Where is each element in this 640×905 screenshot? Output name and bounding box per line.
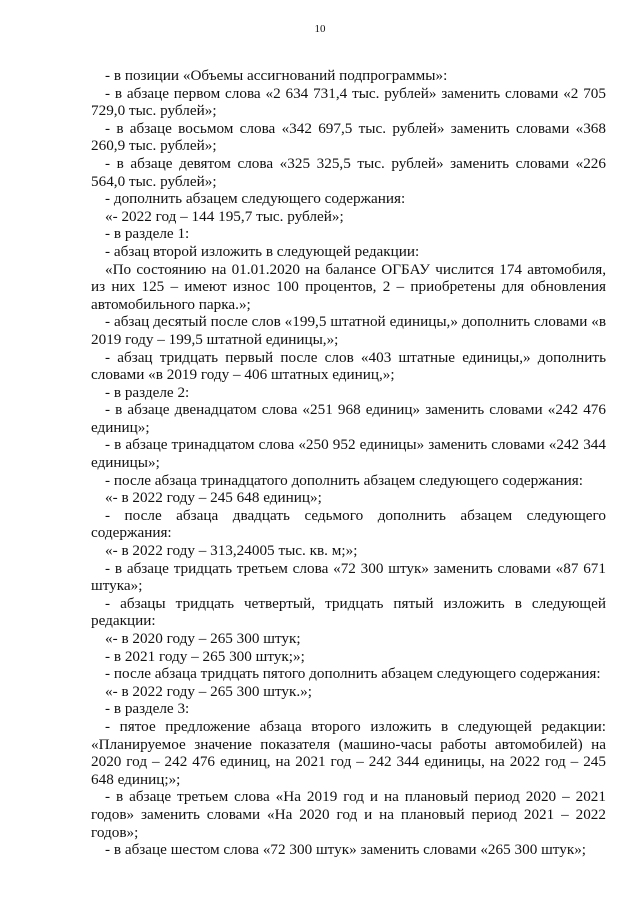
- paragraph: «По состоянию на 01.01.2020 на балансе ОГБАУ числится 174 автомобиля, из них 125 – имеют износ 100 процентов, 2 – приобретены для обновления автомобильного парка.»;: [91, 260, 606, 313]
- paragraph: «- в 2022 году – 313,24005 тыс. кв. м;»;: [105, 542, 358, 560]
- paragraph: - в позиции «Объемы ассигнований подпрограммы»:: [105, 67, 448, 84]
- paragraph: «- 2022 год – 144 195,7 тыс. рублей»;: [105, 207, 344, 225]
- paragraph: - в абзаце первом слова «2 634 731,4 тыс. рублей» заменить словами «2 705 729,0 тыс. рублей»;: [91, 84, 606, 120]
- paragraph: - дополнить абзацем следующего содержания:: [105, 190, 406, 208]
- paragraph: - в абзаце тринадцатом слова «250 952 единицы» заменить словами «242 344 единицы»;: [91, 436, 606, 472]
- paragraph: - в абзаце третьем слова «На 2019 год и на плановый период 2020 – 2021 годов» заменить словами «На 2020 год и на плановый период 2021 – 2022 годов»;: [91, 788, 606, 841]
- paragraph: - в абзаце восьмом слова «342 697,5 тыс. рублей» заменить словами «368 260,9 тыс. рублей»;: [91, 119, 606, 155]
- paragraph: - в абзаце шестом слова «72 300 штук» заменить словами «265 300 штук»;: [105, 841, 587, 859]
- paragraph: - абзац тридцать первый после слов «403 штатные единицы,» дополнить словами «в 2019 году – 406 штатных единиц,»;: [91, 348, 606, 384]
- document-body: [91, 67, 606, 859]
- paragraph: - абзацы тридцать четвертый, тридцать пятый изложить в следующей редакции:: [91, 594, 606, 630]
- paragraph: - в разделе 3:: [105, 700, 190, 718]
- paragraph: - после абзаца тринадцатого дополнить абзацем следующего содержания:: [105, 471, 583, 489]
- paragraph: «- в 2022 году – 245 648 единиц»;: [105, 489, 322, 507]
- paragraph: - абзац десятый после слов «199,5 штатной единицы,» дополнить словами «в 2019 году – 199,5 штатной единицы,»;: [91, 313, 606, 348]
- paragraph: - после абзаца двадцать седьмого дополнить абзацем следующего содержания:: [91, 506, 606, 542]
- page-number: 10: [314, 23, 326, 35]
- paragraph: - пятое предложение абзаца второго изложить в следующей редакции: «Планируемое значение показателя (машино-часы работы автомобилей) на 2020 год – 242 476 единиц, на 2021 год – 242 344 единицы, на 2022 год – 245 648 единиц;»;: [91, 717, 606, 788]
- paragraph: - после абзаца тридцать пятого дополнить абзацем следующего содержания:: [105, 665, 601, 683]
- paragraph: - в разделе 1:: [105, 225, 190, 243]
- paragraph: - абзац второй изложить в следующей редакции:: [105, 242, 420, 260]
- paragraph: - в разделе 2:: [105, 383, 190, 401]
- paragraph: - в 2021 году – 265 300 штук;»;: [105, 647, 305, 665]
- paragraph: «- в 2022 году – 265 300 штук.»;: [105, 682, 312, 700]
- paragraph: «- в 2020 году – 265 300 штук;: [105, 630, 301, 647]
- paragraph: - в абзаце девятом слова «325 325,5 тыс. рублей» заменить словами «226 564,0 тыс. рублей»;: [91, 154, 606, 190]
- paragraph: - в абзаце двенадцатом слова «251 968 единиц» заменить словами «242 476 единиц»;: [91, 401, 606, 436]
- paragraph: - в абзаце тридцать третьем слова «72 300 штук» заменить словами «87 671 штука»;: [91, 559, 606, 595]
